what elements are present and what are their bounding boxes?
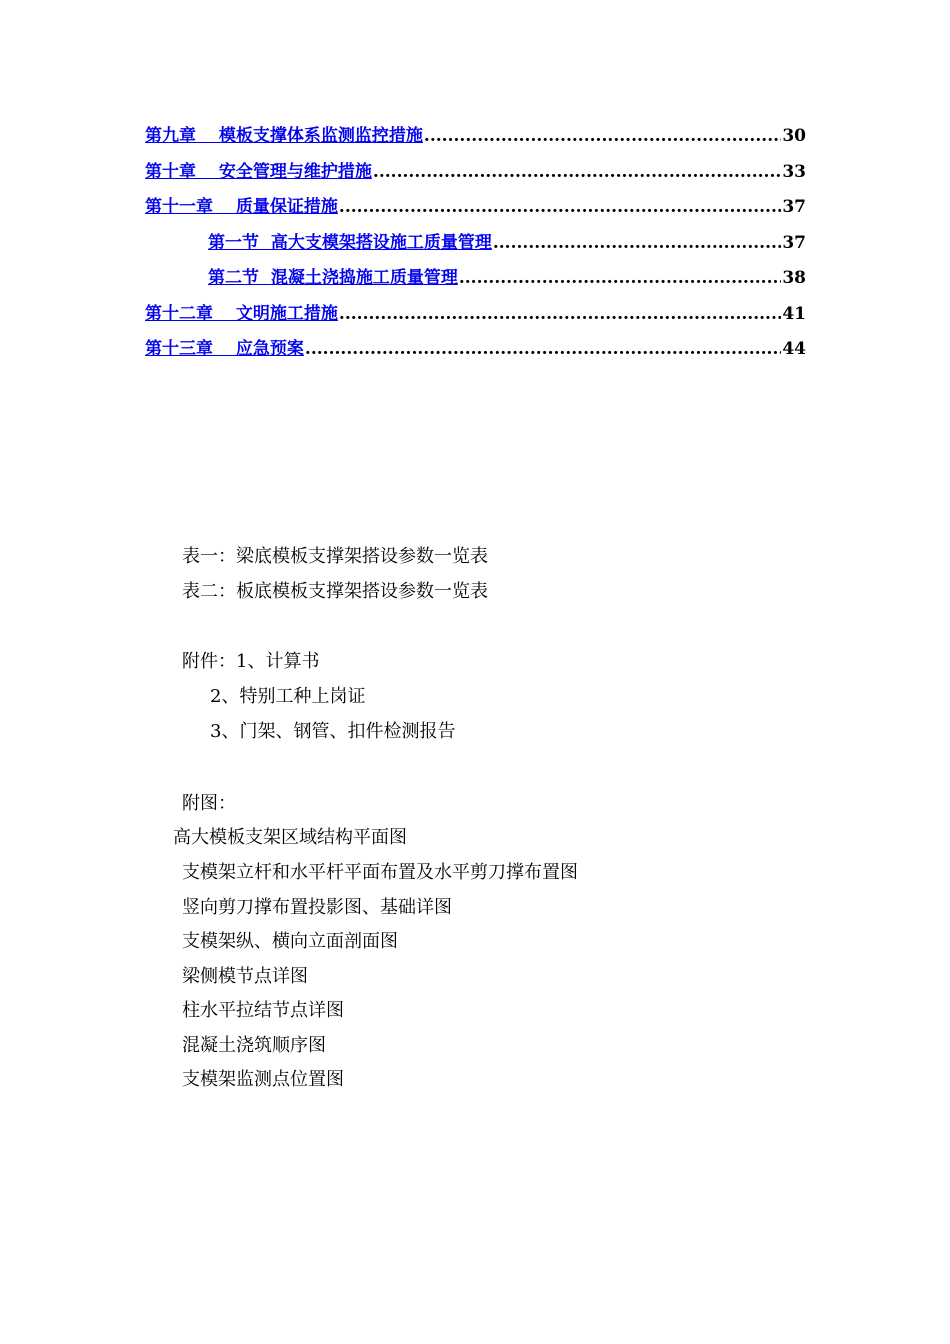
toc-link[interactable]: 第九章 模板支撑体系监测监控措施 bbox=[145, 126, 423, 146]
toc-entry[interactable] bbox=[145, 195, 806, 219]
toc-entry[interactable] bbox=[208, 231, 806, 255]
figure-item: 梁侧模节点详图 bbox=[182, 966, 308, 987]
attachments-heading: 附件：1、计算书 bbox=[182, 651, 320, 672]
toc-leader-dots bbox=[305, 337, 781, 361]
toc-entry[interactable] bbox=[145, 337, 806, 361]
toc-page-number: 30 bbox=[782, 126, 806, 146]
figure-item: 支模架纵、横向立面剖面图 bbox=[182, 931, 398, 952]
toc-page-number: 37 bbox=[782, 233, 806, 253]
toc-page-number: 38 bbox=[782, 268, 806, 288]
toc-leader-dots bbox=[424, 124, 781, 148]
toc-leader-dots bbox=[339, 195, 781, 219]
table-list-item: 表一：梁底模板支撑架搭设参数一览表 bbox=[182, 546, 488, 567]
toc-entry[interactable] bbox=[145, 160, 806, 184]
toc-page-number: 41 bbox=[782, 304, 806, 324]
toc-link[interactable]: 第十一章 质量保证措施 bbox=[145, 197, 338, 217]
toc-link[interactable]: 第二节 混凝土浇捣施工质量管理 bbox=[208, 268, 458, 288]
toc-leader-dots bbox=[373, 160, 781, 184]
figure-item: 支模架监测点位置图 bbox=[182, 1069, 344, 1090]
figure-item: 竖向剪刀撑布置投影图、基础详图 bbox=[182, 897, 452, 918]
attachment-item: 2、特别工种上岗证 bbox=[210, 686, 366, 707]
figure-item: 支模架立杆和水平杆平面布置及水平剪刀撑布置图 bbox=[182, 862, 578, 883]
figure-item: 混凝土浇筑顺序图 bbox=[182, 1035, 326, 1056]
table-list-item: 表二：板底模板支撑架搭设参数一览表 bbox=[182, 581, 488, 602]
attachment-item: 3、门架、钢管、扣件检测报告 bbox=[210, 721, 456, 742]
toc-link[interactable]: 第一节 高大支模架搭设施工质量管理 bbox=[208, 233, 492, 253]
toc-page-number: 44 bbox=[782, 339, 806, 359]
toc-entry[interactable] bbox=[145, 124, 806, 148]
toc-leader-dots bbox=[493, 231, 781, 255]
toc-entry[interactable] bbox=[208, 266, 806, 290]
toc-link[interactable]: 第十章 安全管理与维护措施 bbox=[145, 162, 372, 182]
figure-item: 高大模板支架区域结构平面图 bbox=[173, 827, 407, 848]
toc-page-number: 33 bbox=[782, 162, 806, 182]
toc-leader-dots bbox=[459, 266, 781, 290]
toc-link[interactable]: 第十三章 应急预案 bbox=[145, 339, 304, 359]
toc-link[interactable]: 第十二章 文明施工措施 bbox=[145, 304, 338, 324]
figures-heading: 附图： bbox=[182, 793, 236, 814]
toc-page-number: 37 bbox=[782, 197, 806, 217]
toc-entry[interactable] bbox=[145, 302, 806, 326]
figure-item: 柱水平拉结节点详图 bbox=[182, 1000, 344, 1021]
toc-leader-dots bbox=[339, 302, 781, 326]
